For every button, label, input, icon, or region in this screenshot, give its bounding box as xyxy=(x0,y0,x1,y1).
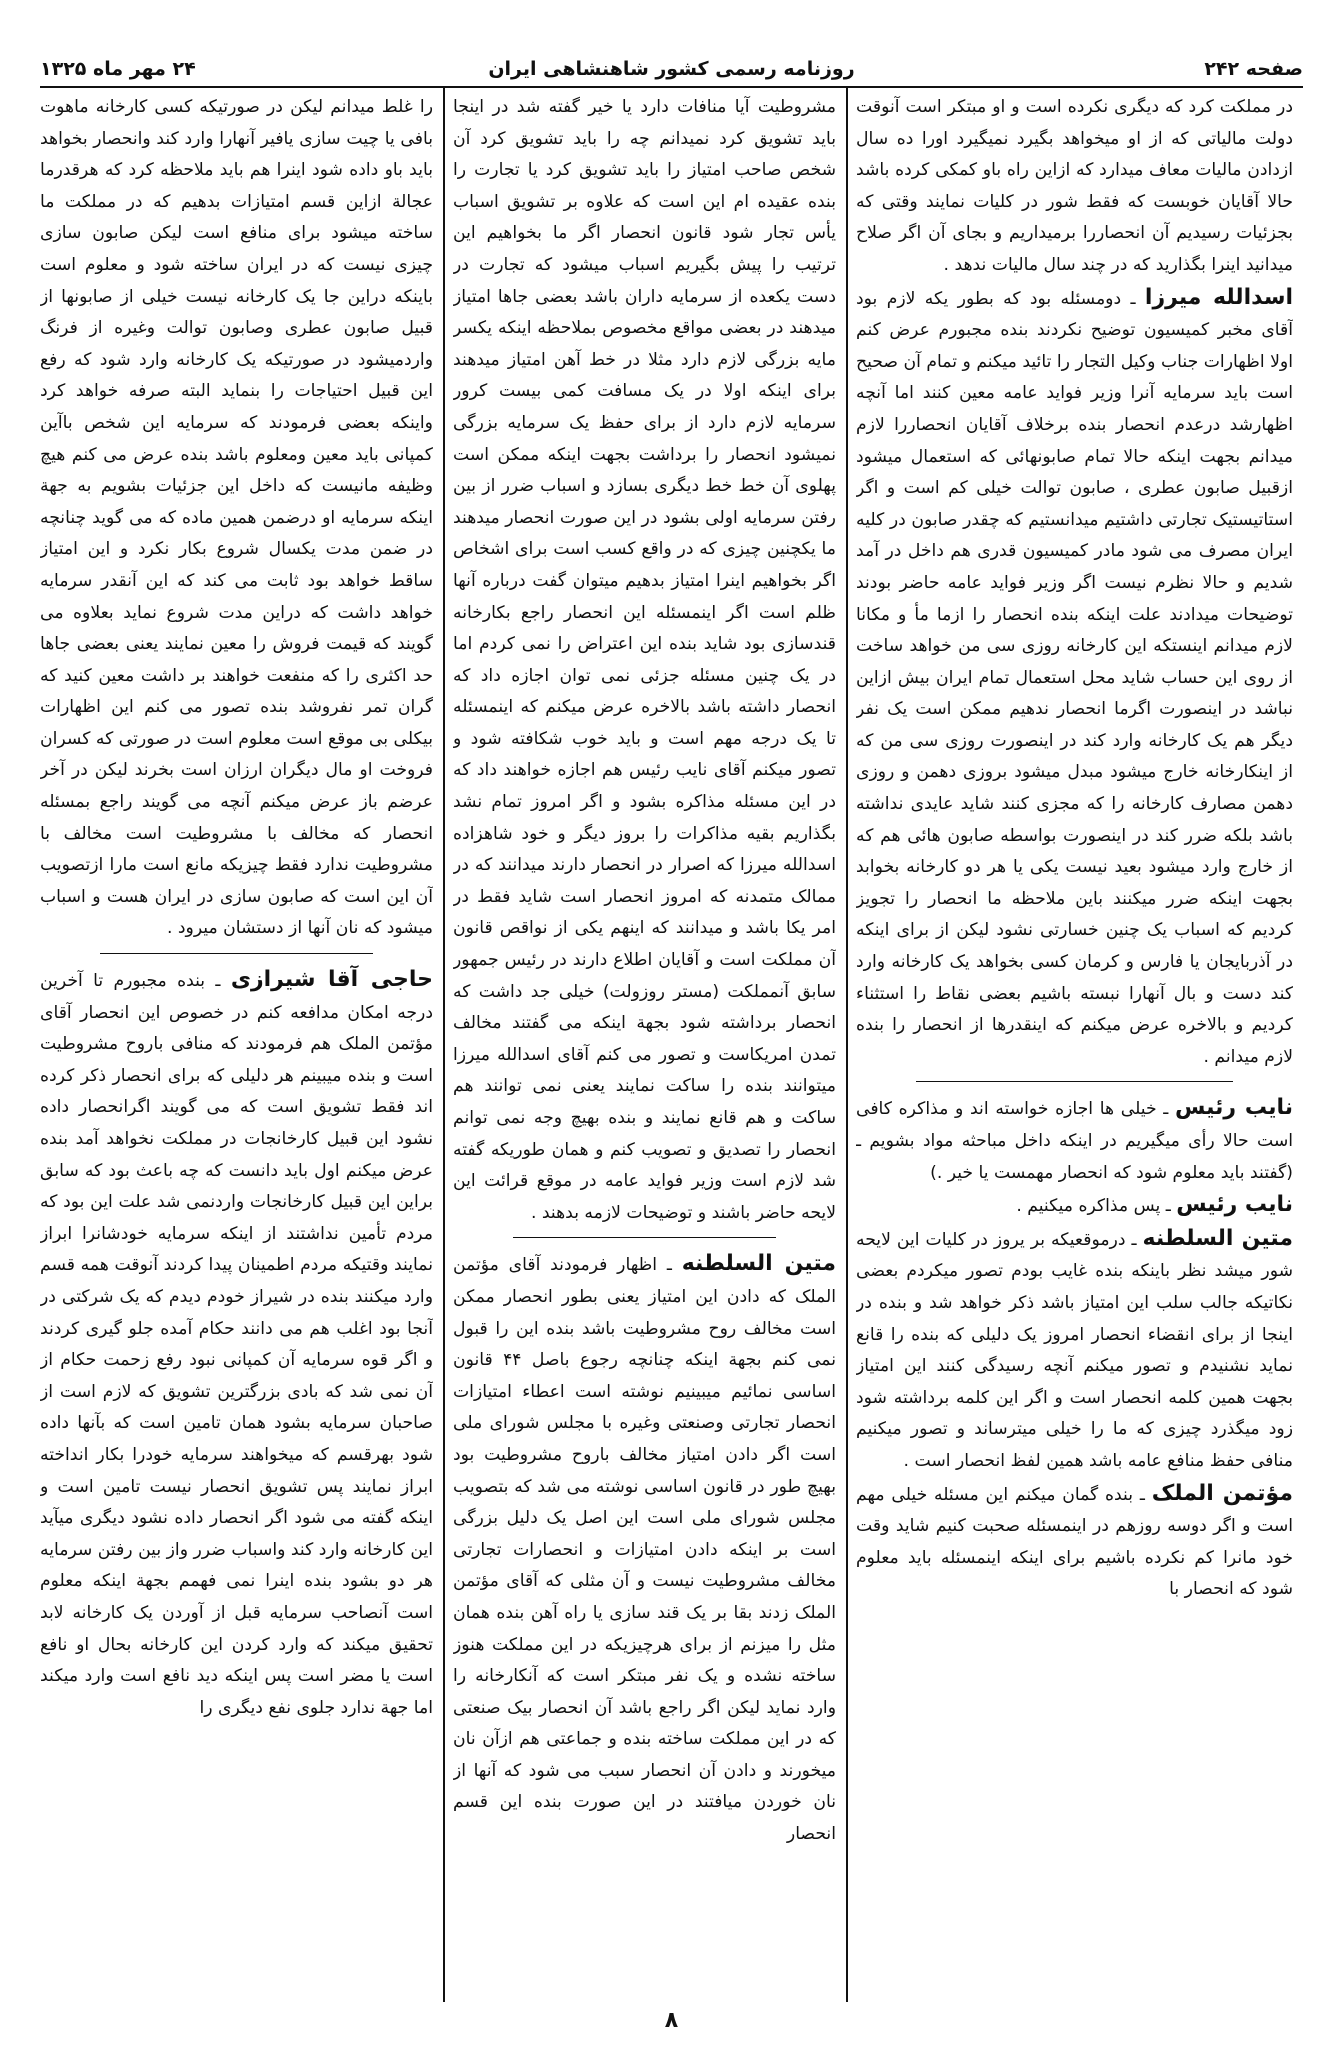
paragraph-text: ـ پس مذاکره میکنیم . xyxy=(1016,1196,1177,1217)
section-divider xyxy=(100,953,373,954)
paragraph-text: ـ اظهار فرمودند آقای مؤتمن الملک که دادن این امتیاز یعنی بطور انحصار ممکن است مخالف روح مشروطیت باشد بنده این را قبول نمی کنم بجهة اینکه چنانچه رجوع باصل ۴۴ قانون اساسی نمائیم میبینیم نوشته است اعطاء امتیازات انحصار تجارتی وصنعتی وغیره با مجلس شورای ملی است اگر دادن امتیاز مخالف باروح مشروطیت بود بهیچ طور در قانون اساسی نوشته می شد که بتصویب مجلس شورای ملی است این اصل یک دلیل بزرگی است بر اینکه دادن امتیازات و انحصارات تجارتی مخالف مشروطیت نیست و آن مثلی که آقای مؤتمن الملک زدند بقا بر یک قند سازی یا راه آهن بنده همان مثل را میزنم از برای هرچیزیکه در این مملکت هنوز ساخته نشده و یک نفر مبتکر است که آنکارخانه را وارد نماید لیکن اگر راجع باشد آن انحصار بیک صنعتی که در این مملکت ساخته بنده و جماعتی هم ازآن نان میخورند و دادن آن انحصار سبب می شود که آنها از نان خوردن میافتند در این صورت بنده این قسم انحصار xyxy=(453,1255,836,1845)
speaker-name: مؤتمن الملک xyxy=(1151,1480,1293,1506)
paragraph-text: ـ بنده مجبورم تا آخرین درجه امکان مدافعه کنم در خصوص این انحصار آقای مؤتمن الملک هم فرمودند که منافی باروح مشروطیت است و بنده میبینم هر دلیلی که برای انحصار ذکر کرده اند فقط تشویق است که می گویند اگرانحصار داده نشود این قبیل کارخانجات در مملکت نخواهد آمد بنده عرض میکنم اول باید دانست که چه باعث بود که سابق براین این قبیل کارخانجات واردنمی شد علت این بود که مردم تأمین نداشتند از اینکه سرمایه خودشانرا ابراز نمایند وقتیکه مردم اطمینان پیدا کردند آنوقت همه قسم وارد میکنند بنده در شیراز خودم دیدم که یک شرکتی در آنجا بود اغلب هم می دانند حکام آمده جلو گیری کردند و اگر قوه سرمایه آن کمپانی نبود رفع زحمت حکام از آن نمی شد که بادی بزرگترین تشویق که لازم است از صاحبان سرمایه بشود همان تامین است که بآنها داده شود بهرقسم که میخواهند سرمایه خودرا بکار انداخته ابراز نمایند پس تشویق انحصار نیست تامین است و اینکه گفته می شود اگر انحصار داده نشود دیگری میآید این کارخانه وارد کند واسباب ضرر واز بین رفتن سرمایه هر دو بشود بنده اینرا نمی فهمم بجهة اینکه معلوم است آنصاحب سرمایه قبل از آوردن یک کارخانه لابد تحقیق میکند که وارد کردن این کارخانه بحال او نافع است یا مضر است پس اینکه دید نافع است وارد میکند اما جهة ندارد جلوی نفع دیگری را xyxy=(40,971,433,1718)
column-left xyxy=(40,92,433,2012)
column-middle xyxy=(453,92,836,2012)
paragraph-text: در مملکت کرد که دیگری نکرده است و او مبتکر است آنوقت دولت مالیاتی که از او میخواهد بگیرد نمیگیرد اورا ده سال ازدادن مالیات معاف میدارد که ازاین راه باو کمکی کرده باشد حالا آقایان خوبست که فقط شور در کلیات نمایند وقتی که بجزئیات رسیدیم آن انحصاررا برمیداریم و بجای آن اگر صلاح میدانید اینرا بگذارید که در چند سال مالیات ندهد . xyxy=(856,97,1293,275)
speech-paragraph xyxy=(856,1092,1293,1189)
page-number: ۸ xyxy=(664,2008,679,2033)
page-label: صفحه ۲۴۲ xyxy=(1204,58,1303,80)
header-rule xyxy=(40,86,1303,88)
speaker-name: متین السلطنه xyxy=(681,1251,836,1277)
speech-paragraph xyxy=(856,282,1293,1074)
column-divider xyxy=(443,88,445,2002)
speech-paragraph xyxy=(856,1189,1293,1223)
paragraph-text: ـ بنده گمان میکنم این مسئله خیلی مهم است و اگر دوسه روزهم در اینمسئله صحبت کنیم شاید وقت خود مانرا کم نکرده باشیم برای اینکه اینمسئله باید معلوم شود که انحصار با xyxy=(856,1484,1293,1600)
paragraph-text: ـ درموقعیکه بر یروز در کلیات این لایحه شور میشد نظر باینکه بنده غایب بودم تصور میکردم بعضی نکاتیکه جالب سلب این امتیاز باشد ذکر خواهد شد و بنده در اینجا از برای انقضاء انحصار امروز یک دلیلی که بنده را قانع نماید نشنیدم و تصور میکنم آنچه رسیدگی کنند این امتیاز بجهت همین کلمه انحصار است و اگر این کلمه برداشته شود زود میگذرد چیزی که ما را خیلی میترساند و تصور میکنیم منافی حفظ منافع عامه باشد همین لفظ انحصار است . xyxy=(856,1229,1293,1471)
paragraph-text: ـ خیلی ها اجازه خواسته اند و مذاکره کافی است حالا رأی میگیریم در اینکه داخل مباحثه مواد بشویم ـ (گفتند باید معلوم شود که انحصار مهمست یا خیر .) xyxy=(856,1099,1293,1183)
paragraph-text: مشروطیت آیا منافات دارد یا خیر گفته شد در اینجا باید تشویق کرد نمیدانم چه را باید تشویق کرد آن شخص صاحب امتیاز را باید تشویق کرد یا تجارت را بنده عقیده ام این است که علاوه بر تشویق اسباب یأس تجار شود قانون انحصار اگر ما بخواهیم این ترتیب را پیش بگیریم اسباب میشود که تجارت در دست یکعده از سرمایه داران باشد بعضی جاها امتیاز میدهند در بعضی مواقع مخصوص بملاحظه اینکه یکسر مایه بزرگی لازم دارد مثلا در خط آهن امتیاز میدهند برای اینکه اولا در یک مسافت کمی بیست کرور سرمایه لازم دارد از برای حفظ یک سرمایه بزرگی نمیشود انحصار را برداشت بجهت اینکه ممکن است پهلوی آن خط خط دیگری بسازد و اسباب ضرر از بین رفتن سرمایه اولی بشود در این صورت انحصار میدهند ما یکچنین چیزی که در واقع کسب است برای اشخاص اگر بخواهیم اینرا امتیاز بدهیم میتوان گفت درباره آنها ظلم است اگر اینمسئله این انحصار راجع بکارخانه قندسازی بود شاید بنده این اعتراض را نمی کردم اما در یک چنین مسئله جزئی نمی توان اجازه داد که انحصار داشته باشد بالاخره عرض میکنم که اینمسئله تا یک درجه مهم است و باید خوب شکافته شود و تصور میکنم آقای نایب رئیس هم اجازه خواهند داد که در این مسئله مذاکره بشود و اگر امروز تمام نشد بگذاریم بقیه مذاکرات را بروز دیگر و خود شاهزاده اسدالله میرزا که اصرار در انحصار دارند میدانند که در ممالک متمدنه که امروز انحصار است شاید فقط در امر یکا باشد و میدانند که اینهم یکی از نواقص قانون آن مملکت است و آقایان اطلاع دارند در رئیس جمهور سابق آنمملکت (مستر روزولت) خیلی جد داشت که انحصار برداشته شود بجهة اینکه می گفتند مخالف تمدن امریکاست و تصور می کنم آقای اسدالله میرزا میتوانند بنده را ساکت نمایند یعنی نمی توانند هم ساکت و هم قانع نمایند و بنده بهیچ وجه نمی توانم انحصار را تصدیق و تصویب کنم و همان طوریکه گفته شد لازم است وزیر فواید عامه در موقع قرائت این لایحه حاضر باشند و توضیحات لازمه بدهند . xyxy=(453,97,836,1223)
gazette-title: روزنامه رسمی کشور شاهنشاهی ایران xyxy=(488,58,855,80)
paragraph-text: ـ دومسئله بود که بطور یکه لازم بود آقای مخبر کمیسیون توضیح نکردند بنده مجبورم عرض کنم اولا اظهارات جناب وکیل التجار را تائید میکنم و تمام آن صحیح است باید سرمایه آنرا وزیر فواید عامه معین کنند اما آنچه اظهارشد درعدم انحصار بنده برخلاف آقایان انحصاررا لازم میدانم بجهت اینکه حالا تمام صابونهائی که استعمال میشود ازقبیل صابون عطری ، صابون توالت خیلی کم است و اگر استاتیستیک تجارتی داشتیم میدانستیم که چقدر صابون در کلیه ایران مصرف می شود مادر کمیسیون قدری هم داخل در آمد شدیم و حالا نظرم نیست اگر وزیر فواید عامه حاضر بودند توضیحات میدادند علت اینکه بنده انحصار را ازما مأ و مکانا لازم میدانم اینستکه این کارخانه روزی سی من خواهد ساخت از روی این حساب شاید محل استعمال تمام ایران بیش ازاین نباشد در اینصورت اگرما انحصار ندهیم ممکن است یک نفر دیگر هم یک کارخانه وارد کند در اینصورت روزی سی من که از اینکارخانه خارج میشود مبدل میشود بروزی دهمن و روزی دهمن مصارف کارخانه را که مجزی کنند شاید عایدی نداشته باشد بلکه ضرر کند در اینصورت بواسطه صابون هائی هم که از خارج وارد میشود بعید نیست یکی یا هر دو کارخانه بخوابد بجهت اینکه ضرر میکنند باین ملاحظه ما انحصار را تجویز کردیم که اسباب یک چنین خسارتی نشود لیکن از برای اینکه در آذربایجان یا فارس و کرمان کسی بخواهد یک کارخانه وارد کند دست و بال آنهارا نبسته باشیم بعضی نقاط را استثناء کردیم و بالاخره عرض میکنم که اینقدرها از انحصار را بنده لازم میدانم . xyxy=(856,288,1293,1067)
speaker-name: حاجی آقا شیرازی xyxy=(230,967,433,993)
paragraph-text: را غلط میدانم لیکن در صورتیکه کسی کارخانه ماهوت بافی یا چیت سازی یافیر آنهارا وارد کند وانحصار بخواهد باید باو داده شود اینرا هم باید ملاحظه کرد که هرقدرما عجالة ازاین قسم امتیازات بدهیم که در مملکت ما ساخته میشود برای منافع است لیکن صابون سازی چیزی نیست که در ایران ساخته شود و معلوم است باینکه دراین جا یک کارخانه نیست خیلی از صابونها از قبیل صابون عطری وصابون توالت وغیره از فرنگ واردمیشود در صورتیکه یک کارخانه وارد شود که رفع این قبیل احتیاجات را بنماید البته صرفه خواهد کرد واینکه بعضی فرمودند که سرمایه این شخص باآین کمپانی باید معین ومعلوم باشد بنده عرض می کنم هیچ وظیفه مانیست که داخل این جزئیات بشویم به جهة اینکه سرمایه او درضمن همین ماده که می گوید چنانچه در ضمن مدت یکسال شروع بکار نکرد و این امتیاز ساقط خواهد بود ثابت می کند که این آنقدر سرمایه خواهد داشت که دراین مدت شروع نماید بعلاوه می گویند که قیمت فروش را معین نمایند یعنی بعضی جاها حد اکثری را که منفعت خواهند بر داشت معین کنید که گران تمر نفروشد بنده تصور می کنم این اظهارات بیکلی بی موقع است معلوم است در صورتی که کسران فروخت او مال دیگران ارزان است بخرند لیکن در آخر عرضم باز عرض میکنم آنچه می گویند راجع بمسئله انحصار که مخالف با مشروطیت است مخالف با مشروطیت ندارد فقط چیزیکه مانع است مارا ازتصویب آن این است که صابون سازی در ایران هست و اسباب میشود که نان آنها از دستشان میرود . xyxy=(40,97,433,939)
speech-paragraph xyxy=(453,1248,836,1850)
column-right xyxy=(856,92,1293,2012)
page-header xyxy=(40,52,1303,86)
speaker-name: اسدالله میرزا xyxy=(1144,284,1293,310)
section-divider xyxy=(513,1237,776,1238)
text-paragraph xyxy=(453,92,836,1229)
speech-paragraph xyxy=(856,1223,1293,1478)
speech-paragraph xyxy=(856,1478,1293,1606)
speech-paragraph xyxy=(40,964,433,1724)
section-divider xyxy=(916,1081,1233,1082)
column-divider xyxy=(846,88,848,2002)
speaker-name: نایب رئیس xyxy=(1176,1192,1293,1218)
text-paragraph xyxy=(856,92,1293,282)
text-paragraph xyxy=(40,92,433,945)
speaker-name: متین السلطنه xyxy=(1142,1225,1293,1251)
issue-date: ۲۴ مهر ماه ۱۳۲۵ xyxy=(40,58,196,80)
speaker-name: نایب رئیس xyxy=(1175,1095,1293,1121)
